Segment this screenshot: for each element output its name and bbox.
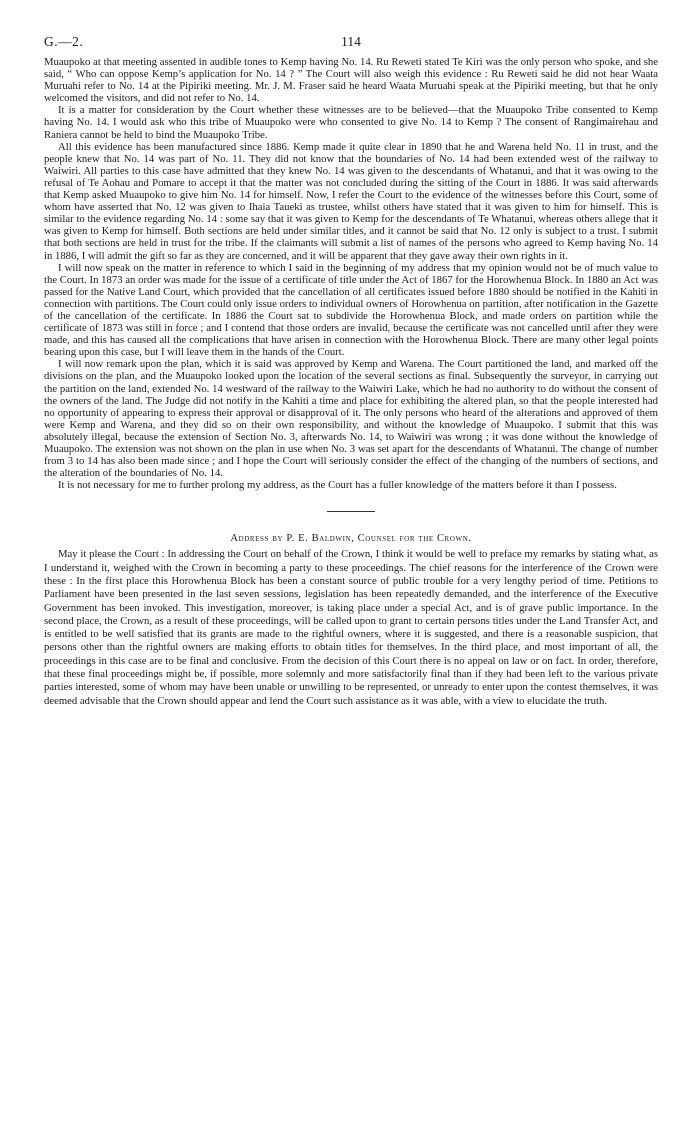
page-number: 114: [341, 34, 361, 49]
paragraph: It is a matter for consideration by the Court whether these witnesses are to be believed—that the Muaupoko Tribe consented to Kemp having No. 14. I would ask who this tribe of Muaupoko were who consented to give No. 14 to Kemp ? The consent of Rangimairehau and Raniera cannot be held to bind the Muaupoko Tribe.: [44, 104, 658, 141]
paragraph: Muaupoko at that meeting assented in audible tones to Kemp having No. 14. Ru Reweti stated Te Kiri was the only person who spoke, and she said, “ Who can oppose Kemp’s application for No. 14 ? ” The Court will also weigh this evidence : Ru Reweti said he did not hear Waata Muruahi refer to No. 14 at the Pipiriki meeting. Mr. J. M. Fraser said he heard Waata Muruahi speak at the Pipiriki meeting, but that he only welcomed the visitors, and did not refer to No. 14.: [44, 56, 658, 105]
document-page: [44, 34, 658, 708]
paragraph: I will now remark upon the plan, which it is said was approved by Kemp and Warena. The Court partitioned the land, and marked off the divisions on the plan, and the Muaupoko looked upon the location of the several sections as final. Subsequently the surveyor, in carrying out the partition on the land, extended No. 14 westward of the railway to the Waiwiri Lake, which he had no authority to do without the consent of the owners of the land. The Judge did not notify in the Kahiti a time and place for exhibiting the altered plan, so that the people interested had no opportunity of appearing to express their approval or disapproval of it. The only persons who heard of the alterations and approved of them were Kemp and Warena, and they did so on their own responsibility, and without the knowledge of Muaupoko. I submit that this was absolutely illegal, because the extension of Section No. 3, afterwards No. 14, to Waiwiri was wrong ; it was done without the knowledge of Muaupoko. The extension was not shown on the plan in use when No. 3 was set apart for the descendants of Whatanui. The change of number from 3 to 14 has also been made since ; and I hope the Court will seriously consider the effect of the changing of the numbers of sections, and the alteration of the boundaries of No. 14.: [44, 358, 658, 480]
section-divider: [327, 511, 375, 512]
paragraph: May it please the Court : In addressing the Court on behalf of the Crown, I think it would be well to preface my remarks by stating what, as I understand it, weighed with the Crown in becoming a party to these proceedings. The chief reasons for the interference of the Crown were these : In the first place this Horowhenua Block has been a constant source of public trouble for a very lengthy period of time. Petitions to Parliament have been presented in the last seven sessions, legislation has been repeatedly demanded, and the interference of the Executive Government has been invoked. This investigation, moreover, is taking place under a special Act, and is of grave public importance. In the second place, the Crown, as a result of these proceedings, will be called upon to grant to certain persons titles under the Land Transfer Act, and is entitled to be well satisfied that its grants are made to the rightful owners, where it is suggested, and there is a reasonable suspicion, that persons other than the rightful owners are making efforts to obtain titles for themselves. In the third place, and most important of all, the proceedings in this case are to be final and conclusive. From the decision of this Court there is no appeal on law or on fact. In order, therefore, that these final proceedings might be, if possible, more solemnly and more satisfactorily final than if they had been left to the various private parties interested, some of whom may have been unable or unwilling to be represented, or unready to enter upon the contest themselves, it was deemed advisable that the Crown should appear and lend the Court such assistance as it was able, with a view to elucidate the truth.: [44, 548, 658, 707]
document-reference: G.—2.: [44, 34, 84, 49]
paragraph: It is not necessary for me to further prolong my address, as the Court has a fuller knowledge of the matters before it than I possess.: [58, 479, 617, 492]
section-crown-address: [44, 548, 658, 708]
section-kemp-address: [44, 56, 658, 491]
page-header: [44, 34, 658, 56]
paragraph: All this evidence has been manufactured since 1886. Kemp made it quite clear in 1890 that he and Warena held No. 11 in trust, and the people knew that No. 14 was part of No. 11. They did not know that the boundaries of No. 14 had been extended west of the railway to Waiwiri. All parties to this case have admitted that they knew No. 14 was given to the descendants of Whatanui, and that it was owing to the refusal of Te Aohau and Pomare to accept it that the matter was not concluded during the sitting of the Court in 1886. It was said afterwards that Kemp asked Muaupoko to give him No. 14 for himself. Now, I refer the Court to the evidence of the witnesses before this Court, some of whom have asserted that No. 12 was given to Ihaia Taueki as trustee, whilst others have stated that it was given to him for himself. This is similar to the evidence regarding No. 14 : some say that it was given to Kemp for the descendants of Te Whatanui, whereas others allege that it was given to Kemp for himself. Both sections are held under similar titles, and it cannot be said that No. 12 only is subject to a trust. I submit that both sections are held in trust for the tribe. If the claimants will submit a list of names of the persons who agreed to Kemp having No. 14 in 1886, I will admit the gift so far as they are concerned, and it will be apparent that they gave away their own rights in it.: [44, 140, 658, 262]
section-heading: Address by P. E. Baldwin, Counsel for the Crown.: [230, 533, 472, 545]
paragraph: I will now speak on the matter in reference to which I said in the beginning of my address that my opinion would not be of much value to the Court. In 1873 an order was made for the issue of a certificate of title under the Act of 1867 for the Horowhenua Block. In 1880 an Act was passed for the Native Land Court, which provided that the cancellation of all certificates issued before 1880 should be notified in the Kahiti in connection with partitions. The Court could only issue orders to individual owners of Horowhenua on partition, after notification in the Gazette of the cancellation of the certificate. In 1886 the Court sat to subdivide the Horowhenua Block, and made orders on partition while the certificate of 1873 was still in force ; and I contend that those orders are invalid, because the certificate was not cancelled until after they were made, and this has caused all the complications that have arisen in connection with the Horowhenua Block. There are many other legal points bearing upon this case, but I will leave them in the hands of the Court.: [44, 261, 658, 359]
